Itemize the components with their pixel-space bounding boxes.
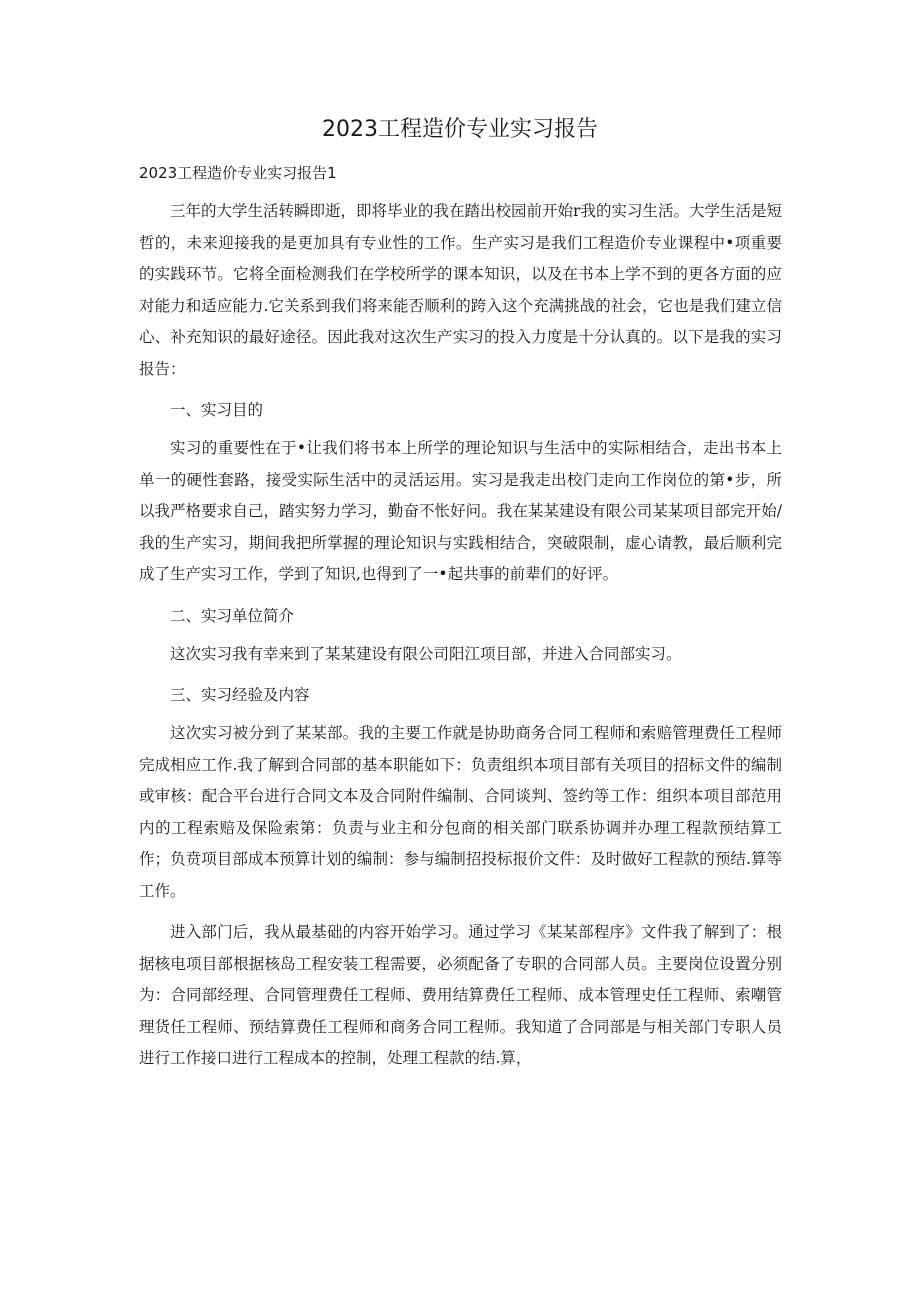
paragraph-duties: 这次实习被分到了某某部。我的主要工作就是协助商务合同工程师和索赔管理费任工程师完成相应工作.我了解到合同部的基本职能如下：负责组织本项目部有关项目的招标文件的编制或审核：配合平台进行合同文本及合同附件编制、合同谈判、签约等工作：组织本项目部范用内的工程索赔及保险索第：负责与业主和分包商的相关部门联系协调并办理工程款预结算工作；负贲项目部成本预算计划的编制：参与编制招投标报价文件：及时做好工程款的预结.算等工作。 xyxy=(139,724,782,900)
paragraph-intro: 三年的大学生活转瞬即逝，即将毕业的我在踏出校园前开始r我的实习生活。大学生活是短哲的，未来迎接我的是更加具有专业性的工作。生产实习是我们工程造价专业课程中•项重要的实践环节。它将全面检测我们在学校所学的课本知识，以及在书本上学不到的更各方面的应对能力和适应能力.它关系到我们将来能否顺利的跨入这个充满挑战的社会，它也是我们建立信心、补充知识的最好途径。因此我对这次生产实习的投入力度是十分认真的。以下是我的实习报告： xyxy=(139,202,782,378)
paragraph-purpose: 实习的重要性在于•让我们将书本上所学的理论知识与生活中的实际相结合，走出书本上单一的硬性套路，接受实际生活中的灵活运用。实习是我走出校门走向工作岗位的第•步，所以我严格要求自己，踏实努力学习，勤奋不怅好问。我在某某建设有限公司某某项目部完开始/我的生产实习，期间我把所掌握的理论知识与实践相结合，突破限制，虚心请教，最后顺利完成了生产实习工作，学到了知识,也得到了一•起共事的前辈们的好评。 xyxy=(139,439,782,583)
paragraph-learning: 进入部门后，我从最基础的内容开始学习。通过学习《某某部程序》文件我了解到了：根据核电项目部根据核岛工程安装工程需要，必须配备了专职的合同部人员。主要岗位设置分别为：合同部经理、合同管理费任工程师、费用结算费任工程师、成本管理史任工程师、索嘲管理货任工程师、预结算费任工程师和商务合同工程师。我知道了合同部是与相关部门专职人员进行工作接口进行工程成本的控制，处理工程款的结.算， xyxy=(139,923,782,1067)
heading-experience-content: 三、实习经验及内容 xyxy=(170,686,310,704)
paragraph-unit: 这次实习我有幸来到了某某建设有限公司阳江项目部，并进入合同部实习。 xyxy=(170,644,682,663)
document-body xyxy=(139,196,782,1085)
heading-internship-purpose: 一、实习目的 xyxy=(170,401,264,419)
heading-internship-unit: 二、实习单位简介 xyxy=(170,606,295,625)
document-title: 2023工程造价专业实习报告 xyxy=(322,117,598,142)
section-subtitle: 2023工程造价专业实习报告1 xyxy=(139,164,337,182)
